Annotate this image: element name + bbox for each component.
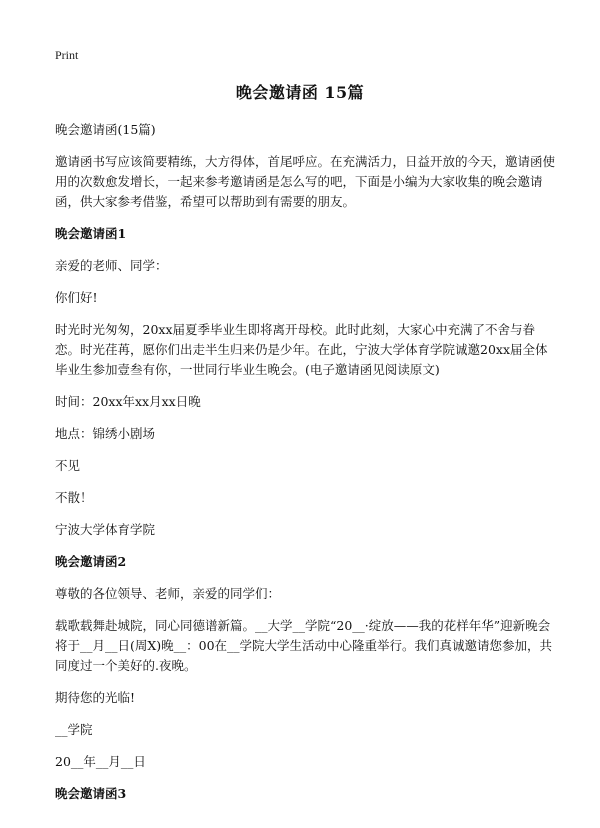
section1-signature: 宁波大学体育学院 [55,522,156,537]
section2-closing: 期待您的光临! [55,690,136,705]
section2-signature: __学院 [55,722,93,737]
section2-paragraph: 载歌载舞赴城院，同心同德谱新篇。__大学__学院“20__·绽放——我的花样年华”迎新晚会将于__月__日(周X)晚__：00在__学院大学生活动中心隆重举行。我们真诚邀请您参加，共同度过一个美好的.夜晚。 [55,618,553,673]
section1-time: 时间：20xx年xx月xx日晚 [55,394,201,409]
section-heading-2: 晚会邀请函2 [55,554,127,569]
section1-hello: 你们好! [55,290,98,305]
section2-greeting: 尊敬的各位领导、老师，亲爱的同学们： [55,586,281,601]
section1-line1: 不见 [55,458,81,473]
print-link[interactable]: Print [55,48,79,62]
section1-paragraph: 时光时光匆匆，20xx届夏季毕业生即将离开母校。此时此刻，大家心中充满了不舍与眷恋。时光荏苒，愿你们出走半生归来仍是少年。在此，宁波大学体育学院诚邀20xx届全体毕业生参加壹叁有你，一世同行毕业生晚会。(电子邀请函见阅读原文) [55,322,548,377]
section-heading-1: 晚会邀请函1 [55,226,127,241]
section2-date: 20__年__月__日 [55,754,146,769]
intro-paragraph: 邀请函书写应该简要精练，大方得体，首尾呼应。在充满活力，日益开放的今天，邀请函使用的次数愈发增长，一起来参考邀请函是怎么写的吧，下面是小编为大家收集的晚会邀请函，供大家参考借鉴，希望可以帮助到有需要的朋友。 [55,154,556,209]
section1-line2: 不散！ [55,490,93,505]
page-title: 晚会邀请函 15篇 [235,83,365,102]
document-subtitle: 晚会邀请函(15篇) [55,122,156,137]
section1-place: 地点：锦绣小剧场 [55,426,156,441]
section1-greeting: 亲爱的老师、同学： [55,258,168,273]
document-content [55,120,555,816]
section-heading-3: 晚会邀请函3 [55,786,127,801]
